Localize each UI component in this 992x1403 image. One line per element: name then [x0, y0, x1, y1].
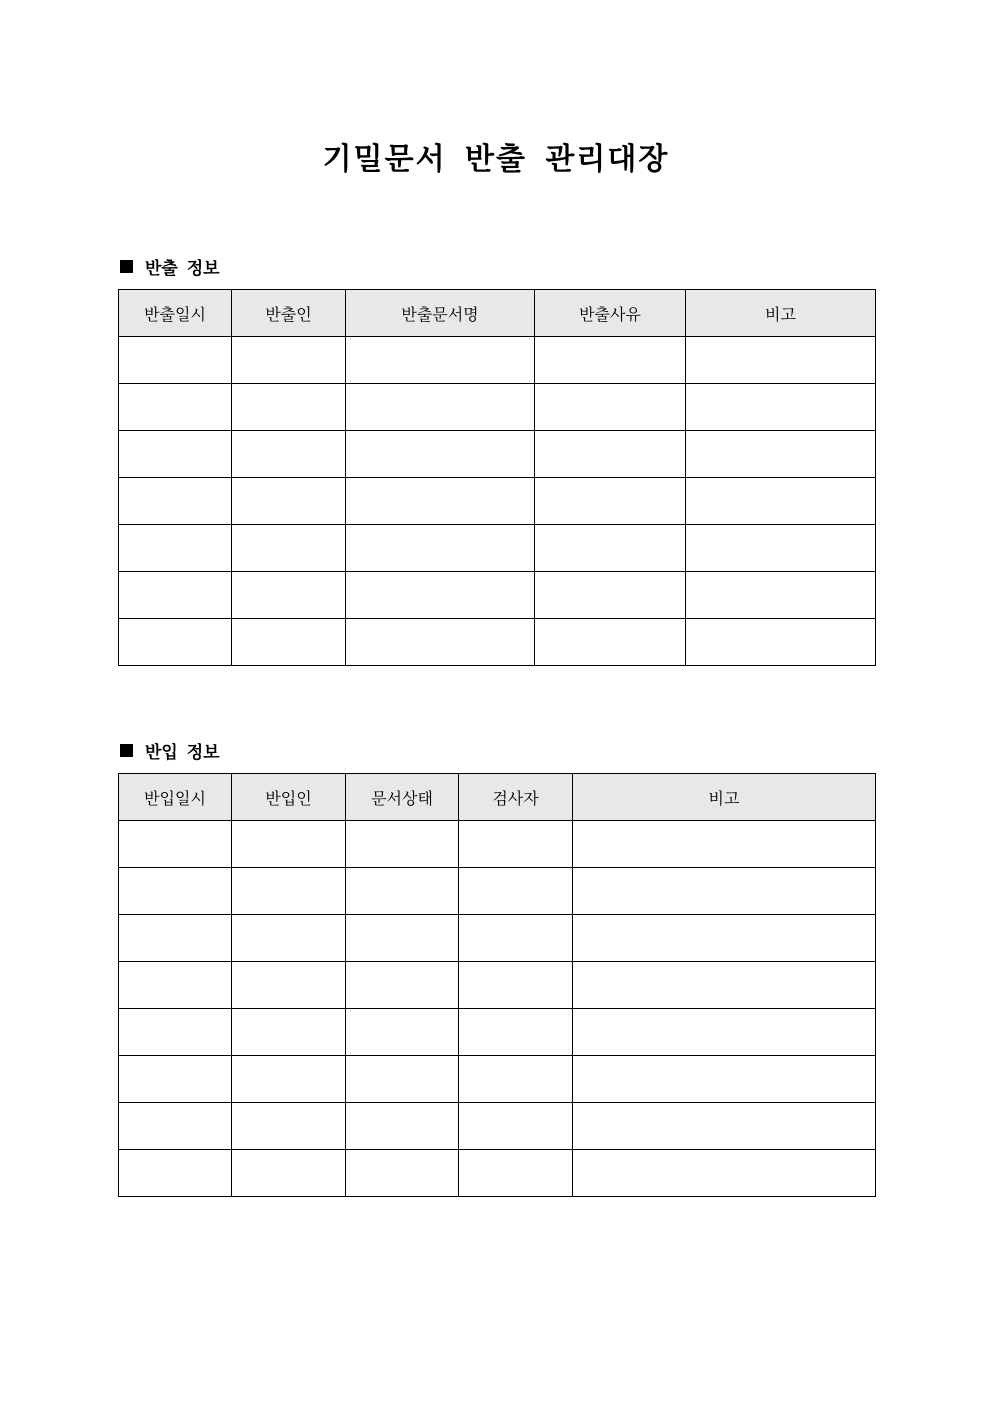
table-row: [119, 525, 876, 572]
table-row: [119, 619, 876, 666]
table-row: [119, 821, 876, 868]
export-section-heading: [120, 254, 220, 279]
table-cell: [119, 478, 232, 525]
table-cell: [346, 478, 535, 525]
table-cell: [346, 962, 459, 1009]
table-cell: [459, 1009, 573, 1056]
table-cell: [346, 1150, 459, 1197]
table-cell: [119, 1103, 232, 1150]
table-cell: [459, 868, 573, 915]
table-cell: [119, 572, 232, 619]
table-cell: [232, 619, 346, 666]
table-cell: [346, 384, 535, 431]
table-row: [119, 915, 876, 962]
table-cell: [232, 337, 346, 384]
table-cell: [686, 384, 876, 431]
table-cell: [232, 572, 346, 619]
table-cell: [119, 384, 232, 431]
table-cell: [346, 337, 535, 384]
table-cell: [535, 619, 686, 666]
table-cell: [119, 868, 232, 915]
table-cell: [232, 1150, 346, 1197]
table-cell: [232, 915, 346, 962]
table-cell: [346, 525, 535, 572]
table-row: [119, 1150, 876, 1197]
table-cell: [346, 431, 535, 478]
table-cell: [686, 431, 876, 478]
column-header-export-datetime: 반출일시: [119, 290, 232, 337]
table-cell: [119, 915, 232, 962]
table-cell: [535, 431, 686, 478]
table-cell: [346, 915, 459, 962]
column-header-remarks: 비고: [686, 290, 876, 337]
table-cell: [459, 1150, 573, 1197]
table-row: [119, 962, 876, 1009]
table-cell: [119, 525, 232, 572]
table-cell: [459, 1103, 573, 1150]
column-header-export-person: 반출인: [232, 290, 346, 337]
table-cell: [232, 478, 346, 525]
table-cell: [119, 1056, 232, 1103]
export-info-table: [118, 289, 876, 666]
table-cell: [232, 1103, 346, 1150]
table-cell: [573, 821, 876, 868]
black-square-icon: [120, 744, 133, 757]
export-section-heading-label: 반출 정보: [145, 259, 220, 279]
table-header-row: [119, 290, 876, 337]
table-cell: [535, 525, 686, 572]
table-cell: [459, 962, 573, 1009]
column-header-inspector: 검사자: [459, 774, 573, 821]
table-cell: [573, 962, 876, 1009]
table-cell: [232, 868, 346, 915]
table-header-row: [119, 774, 876, 821]
table-cell: [346, 868, 459, 915]
table-cell: [346, 1103, 459, 1150]
table-cell: [346, 821, 459, 868]
table-cell: [535, 337, 686, 384]
table-cell: [686, 525, 876, 572]
table-cell: [535, 572, 686, 619]
table-row: [119, 337, 876, 384]
column-header-export-reason: 반출사유: [535, 290, 686, 337]
table-cell: [232, 962, 346, 1009]
table-cell: [573, 1150, 876, 1197]
page-title: 기밀문서 반출 관리대장: [322, 142, 670, 177]
table-cell: [459, 915, 573, 962]
table-cell: [232, 525, 346, 572]
column-header-document-status: 문서상태: [346, 774, 459, 821]
table-cell: [119, 962, 232, 1009]
table-row: [119, 868, 876, 915]
column-header-document-name: 반출문서명: [346, 290, 535, 337]
table-row: [119, 478, 876, 525]
column-header-remarks: 비고: [573, 774, 876, 821]
table-cell: [232, 384, 346, 431]
table-cell: [535, 478, 686, 525]
table-cell: [346, 572, 535, 619]
table-row: [119, 572, 876, 619]
table-cell: [459, 821, 573, 868]
import-section-heading-label: 반입 정보: [145, 743, 220, 763]
table-row: [119, 1009, 876, 1056]
column-header-import-datetime: 반입일시: [119, 774, 232, 821]
table-cell: [346, 1056, 459, 1103]
table-cell: [119, 619, 232, 666]
table-cell: [119, 821, 232, 868]
table-cell: [686, 619, 876, 666]
table-cell: [535, 384, 686, 431]
table-cell: [346, 619, 535, 666]
table-cell: [573, 915, 876, 962]
import-info-table: [118, 773, 876, 1197]
table-row: [119, 384, 876, 431]
table-cell: [686, 478, 876, 525]
table-cell: [686, 572, 876, 619]
table-cell: [232, 431, 346, 478]
table-row: [119, 1103, 876, 1150]
table-cell: [346, 1009, 459, 1056]
table-cell: [119, 1150, 232, 1197]
table-row: [119, 1056, 876, 1103]
table-cell: [686, 337, 876, 384]
export-table-body: [119, 337, 876, 666]
table-cell: [573, 1103, 876, 1150]
table-cell: [119, 337, 232, 384]
table-row: [119, 431, 876, 478]
table-cell: [573, 1056, 876, 1103]
table-cell: [459, 1056, 573, 1103]
import-section-heading: [120, 738, 220, 763]
table-cell: [573, 868, 876, 915]
black-square-icon: [120, 260, 133, 273]
table-cell: [119, 1009, 232, 1056]
table-cell: [119, 431, 232, 478]
table-cell: [232, 1056, 346, 1103]
table-cell: [573, 1009, 876, 1056]
table-cell: [232, 1009, 346, 1056]
column-header-import-person: 반입인: [232, 774, 346, 821]
table-cell: [232, 821, 346, 868]
import-table-body: [119, 821, 876, 1197]
